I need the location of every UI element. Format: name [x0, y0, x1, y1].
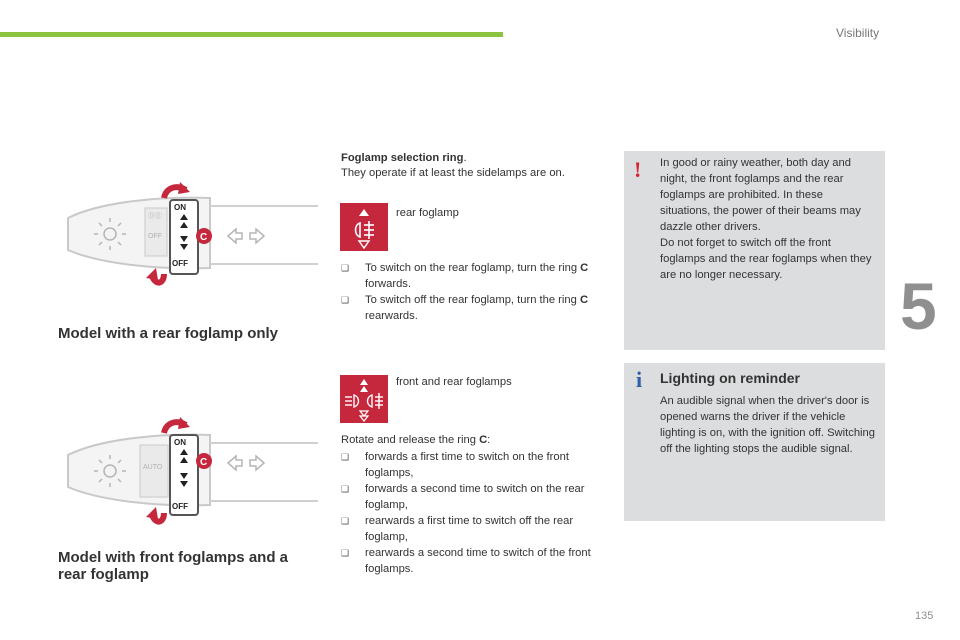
info-icon: i [636, 367, 643, 392]
lighting-stalk-illustration-rear [60, 178, 322, 290]
warning-icon: ! [634, 157, 642, 182]
checkbox-bullet-icon: ❑ [341, 452, 350, 462]
rear-foglamp-icon [340, 203, 388, 251]
stalk-off-label: OFF [172, 259, 188, 268]
rear-foglamp-label: rear foglamp [396, 207, 459, 219]
list-item: ❑ rearwards a first time to switch off the rear foglamp, [341, 515, 574, 543]
list-item: ❑ forwards a first time to switch on the front foglamps, [341, 451, 569, 479]
forward-arrow-icon [178, 182, 190, 194]
checkbox-bullet-icon: ❑ [341, 548, 350, 558]
checkbox-bullet-icon: ❑ [341, 263, 350, 273]
checkbox-bullet-icon: ❑ [341, 295, 350, 305]
list-item: ❑ To switch off the rear foglamp, turn the ring C rearwards. [341, 294, 589, 322]
section-title: Visibility [836, 26, 880, 40]
lighting-stalk-illustration-front-rear [60, 415, 322, 527]
ring-description: They operate if at least the sidelamps are on. [341, 167, 565, 179]
rear-foglamp-steps [341, 260, 606, 324]
svg-text:ⒹⒺ: ⒹⒺ [148, 213, 162, 220]
chapter-number: 5 [900, 269, 937, 343]
svg-text:C: C [200, 232, 208, 243]
svg-text:C: C [200, 457, 208, 468]
list-item: ❑ forwards a second time to switch on the rear foglamp, [341, 483, 585, 511]
info-text: An audible signal when the driver's door is opened warns the driver if the vehicle lighting is on, with the ignition off. Switching off the lighting stops the audible signal. [660, 395, 875, 455]
warning-text: In good or rainy weather, both day and night, the front foglamps and the rear foglamps are prohibited. In these situations, the power of their beams may dazzle other drivers. Do not forget to switch off the front foglamps and the rear foglamps when they are no longer necessary. [660, 157, 872, 281]
ring-title: Foglamp selection ring. [341, 152, 467, 164]
front-rear-foglamps-steps [341, 449, 606, 577]
turn-signal-arrows-icon [228, 229, 264, 243]
info-title: Lighting on reminder [660, 370, 800, 386]
list-item: ❑ To switch on the rear foglamp, turn the ring C forwards. [341, 262, 589, 290]
stalk-on-label: ON [174, 438, 186, 447]
page-number: 135 [915, 610, 934, 622]
top-accent-bar [0, 32, 503, 37]
model-front-rear-heading: Model with front foglamps and a rear foglamp [58, 549, 288, 583]
rearward-arrow-icon [146, 507, 158, 519]
front-rear-foglamps-label: front and rear foglamps [396, 376, 512, 388]
checkbox-bullet-icon: ❑ [341, 484, 350, 494]
stalk-on-label: ON [174, 203, 186, 212]
rearward-arrow-icon [146, 268, 158, 280]
turn-signal-arrows-icon [228, 456, 264, 470]
rotate-instruction: Rotate and release the ring C: [341, 434, 491, 446]
stalk-auto-label: AUTO [143, 464, 163, 471]
model-rear-only-heading: Model with a rear foglamp only [58, 325, 279, 342]
forward-arrow-icon [178, 417, 190, 429]
list-item: ❑ rearwards a second time to switch of the front foglamps. [341, 547, 591, 575]
stalk-off-label: OFF [172, 502, 188, 511]
warning-box [624, 151, 885, 350]
svg-text:OFF: OFF [148, 233, 162, 240]
checkbox-bullet-icon: ❑ [341, 516, 350, 526]
front-rear-foglamps-icon [340, 375, 388, 423]
info-box [624, 363, 885, 521]
